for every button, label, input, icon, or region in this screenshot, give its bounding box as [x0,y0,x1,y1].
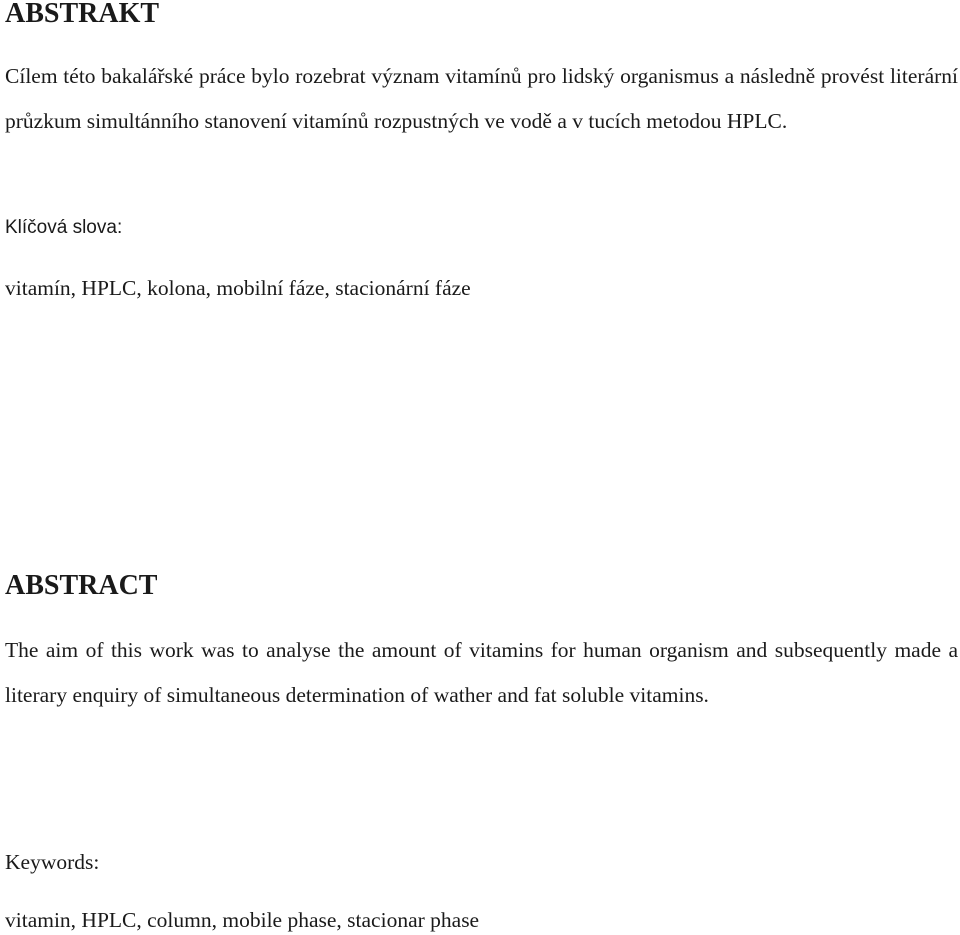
english-abstract-heading: ABSTRACT [5,570,158,601]
english-keywords: vitamin, HPLC, column, mobile phase, stacionar phase [5,908,480,932]
english-abstract-text: The aim of this work was to analyse the amount of vitamins for human organism and subsequently made a literary enquiry of simultaneous determination of wather and fat soluble vitamins. [5,638,958,707]
czech-abstract-heading: ABSTRAKT [5,0,160,29]
czech-abstract-text: Cílem této bakalářské práce bylo rozebrat význam vitamínů pro lidský organismus a následně provést literární průzkum simultánního stanovení vitamínů rozpustných ve vodě a v tucích metodou HPLC. [5,64,958,133]
czech-keywords: vitamín, HPLC, kolona, mobilní fáze, stacionární fáze [5,276,471,300]
english-keywords-label: Keywords: [5,850,100,874]
czech-keywords-label: Klíčová slova: [5,217,123,238]
